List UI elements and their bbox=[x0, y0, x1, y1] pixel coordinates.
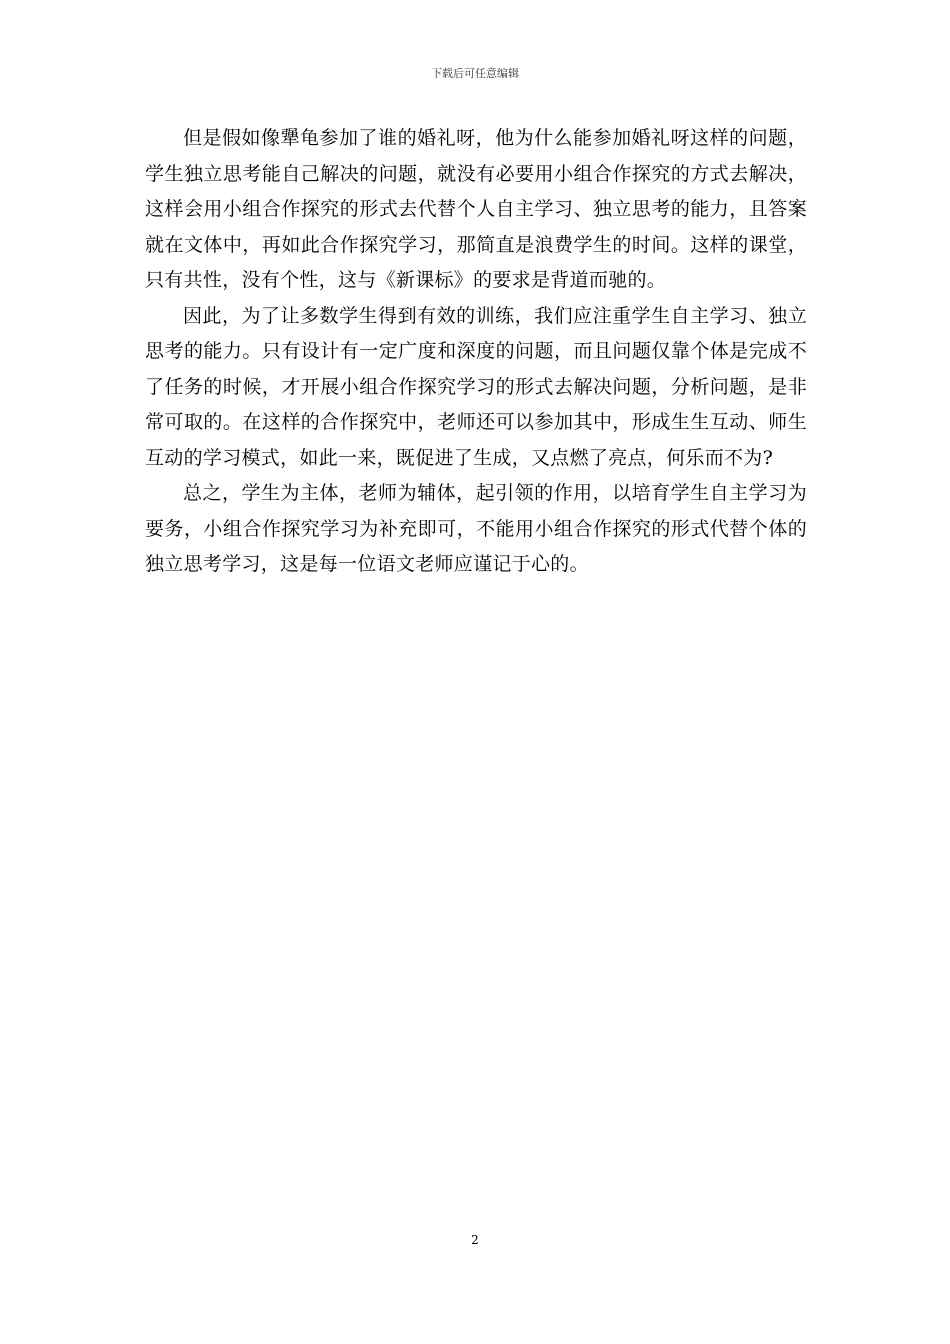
document-body bbox=[145, 121, 807, 583]
paragraph-2: 因此，为了让多数学生得到有效的训练，我们应注重学生自主学习、独立思考的能力。只有设计有一定广度和深度的问题，而且问题仅靠个体是完成不了任务的时候，才开展小组合作探究学习的形式去解决问题，分析问题，是非常可取的。在这样的合作探究中，老师还可以参加其中，形成生生互动、师生互动的学习模式，如此一来，既促进了生成，又点燃了亮点，何乐而不为? bbox=[145, 304, 807, 469]
page-number: 2 bbox=[471, 1233, 479, 1247]
paragraph-1: 但是假如像犟龟参加了谁的婚礼呀，他为什么能参加婚礼呀这样的问题，学生独立思考能自己解决的问题，就没有必要用小组合作探究的方式去解决，这样会用小组合作探究的形式去代替个人自主学习、独立思考的能力，且答案就在文体中，再如此合作探究学习，那简直是浪费学生的时间。这样的课堂，只有共性，没有个性，这与《新课标》的要求是背道而驰的。 bbox=[145, 127, 807, 291]
paragraph-3: 总之，学生为主体，老师为辅体，起引领的作用，以培育学生自主学习为要务，小组合作探究学习为补充即可，不能用小组合作探究的形式代替个体的独立思考学习，这是每一位语文老师应谨记于心的。 bbox=[145, 482, 807, 575]
page-header: 下载后可任意编辑 bbox=[431, 67, 519, 80]
